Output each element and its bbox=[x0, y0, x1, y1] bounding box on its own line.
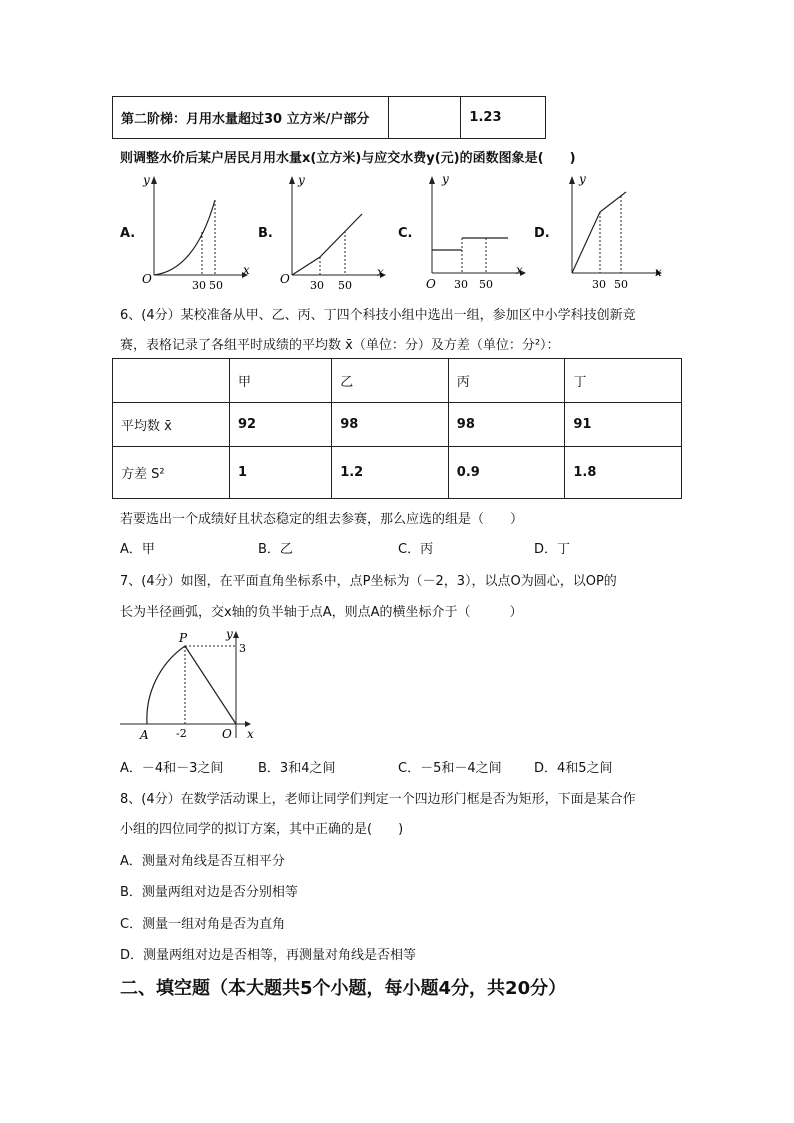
var-yi: 1.2 bbox=[332, 447, 449, 499]
y-label: y bbox=[579, 172, 586, 186]
origin-label: O bbox=[426, 277, 436, 290]
q8-stem-line2: 小组的四位同学的拟订方案，其中正确的是( ) bbox=[120, 822, 404, 837]
q5-graph-b bbox=[278, 170, 388, 290]
arc bbox=[147, 646, 185, 724]
x-label: x bbox=[516, 263, 523, 277]
q7-stem-line1: 7、(4分）如图，在平面直角坐标系中，点P坐标为（－2，3），以点O为圆心，以OP的 bbox=[120, 574, 617, 589]
q8-stem-line1: 8、(4分）在数学活动课上，老师让同学们判定一个四边形门框是否为矩形，下面是某合作 bbox=[120, 792, 636, 807]
q7-option-d[interactable]: D．4和5之间 bbox=[534, 761, 613, 776]
label-3: 3 bbox=[239, 642, 246, 655]
q6-option-b[interactable]: B．乙 bbox=[258, 542, 293, 557]
q5-stem: 则调整水价后某户居民月用水量x(立方米)与应交水费y(元)的函数图象是( ) bbox=[120, 151, 576, 166]
tick-50: 50 bbox=[614, 278, 628, 290]
mean-jia: 92 bbox=[230, 403, 332, 447]
q6-option-a[interactable]: A．甲 bbox=[120, 542, 155, 557]
x-label: x bbox=[655, 265, 662, 279]
q8-option-d[interactable]: D．测量两组对边是否相等，再测量对角线是否相等 bbox=[120, 948, 417, 963]
tier2-label: 第二阶梯：月用水量超过30 立方米/户部分 bbox=[113, 97, 389, 139]
var-ding: 1.8 bbox=[565, 447, 682, 499]
tick-50: 50 bbox=[479, 278, 493, 290]
y-arrow bbox=[429, 176, 435, 184]
label-o: O bbox=[222, 727, 232, 741]
q6-stem-line2: 赛，表格记录了各组平时成绩的平均数 x̄（单位：分）及方差（单位：分²）： bbox=[120, 338, 560, 353]
header-jia: 甲 bbox=[230, 359, 332, 403]
y-arrow bbox=[569, 176, 575, 184]
y-arrow bbox=[289, 176, 295, 184]
q7-stem-line2: 长为半径画弧，交x轴的负半轴于点A，则点A的横坐标介于（ ） bbox=[120, 605, 523, 620]
q6-stem-line1: 6、(4分）某校准备从甲、乙、丙、丁四个科技小组中选出一组，参加区中小学科技创新竞 bbox=[120, 308, 636, 323]
mean-yi: 98 bbox=[332, 403, 449, 447]
q5-graph-c bbox=[418, 170, 528, 290]
y-arrow bbox=[233, 631, 239, 638]
mean-label: 平均数 x̄ bbox=[113, 403, 230, 447]
x-label: x bbox=[377, 265, 384, 279]
q8-option-b[interactable]: B．测量两组对边是否分别相等 bbox=[120, 885, 298, 900]
water-price-table bbox=[112, 96, 546, 139]
label-p: P bbox=[179, 631, 188, 645]
origin-label: O bbox=[142, 272, 152, 286]
x-label: x bbox=[243, 263, 250, 277]
tier2-price: 1.23 bbox=[461, 97, 546, 139]
header-ding: 丁 bbox=[565, 359, 682, 403]
q5-option-c-label[interactable]: C. bbox=[398, 226, 413, 241]
q5-graph-a bbox=[140, 170, 250, 290]
tick-30: 30 bbox=[192, 279, 206, 290]
q5-graph-d bbox=[558, 170, 668, 290]
tick-50: 50 bbox=[209, 279, 223, 290]
label-neg2: -2 bbox=[176, 727, 187, 740]
y-label: y bbox=[442, 172, 449, 186]
q8-option-c[interactable]: C．测量一组对角是否为直角 bbox=[120, 917, 286, 932]
curve bbox=[154, 200, 215, 275]
var-label: 方差 S² bbox=[113, 447, 230, 499]
mean-bing: 98 bbox=[448, 403, 565, 447]
segment-op bbox=[185, 646, 236, 724]
tick-30: 30 bbox=[592, 278, 606, 290]
label-x: x bbox=[247, 727, 254, 741]
tick-30: 30 bbox=[454, 278, 468, 290]
q8-option-a[interactable]: A．测量对角线是否互相平分 bbox=[120, 854, 285, 869]
y-label: y bbox=[298, 173, 305, 187]
header-empty bbox=[113, 359, 230, 403]
q7-option-b[interactable]: B．3和4之间 bbox=[258, 761, 336, 776]
q7-option-a[interactable]: A．－4和－3之间 bbox=[120, 761, 224, 776]
header-bing: 丙 bbox=[448, 359, 565, 403]
q5-option-a-label[interactable]: A. bbox=[120, 226, 136, 241]
tier2-middle bbox=[389, 97, 461, 139]
q6-question: 若要选出一个成绩好且状态稳定的组去参赛，那么应选的组是（ ） bbox=[120, 512, 524, 527]
q6-option-c[interactable]: C．丙 bbox=[398, 542, 434, 557]
q6-option-d[interactable]: D．丁 bbox=[534, 542, 571, 557]
q5-option-d-label[interactable]: D. bbox=[534, 226, 550, 241]
q7-option-c[interactable]: C．－5和－4之间 bbox=[398, 761, 502, 776]
broken-line bbox=[292, 214, 362, 275]
q5-option-b-label[interactable]: B. bbox=[258, 226, 273, 241]
label-y: y bbox=[226, 627, 233, 641]
y-arrow bbox=[151, 176, 157, 184]
y-label: y bbox=[143, 173, 150, 187]
tick-30: 30 bbox=[310, 279, 324, 290]
broken-line bbox=[572, 192, 626, 273]
q6-score-table bbox=[112, 358, 682, 499]
section-title-fill-in: 二、填空题（本大题共5个小题，每小题4分，共20分） bbox=[120, 978, 567, 999]
label-a: A bbox=[140, 728, 149, 742]
var-jia: 1 bbox=[230, 447, 332, 499]
var-bing: 0.9 bbox=[448, 447, 565, 499]
origin-label: O bbox=[280, 272, 290, 286]
tick-50: 50 bbox=[338, 279, 352, 290]
header-yi: 乙 bbox=[332, 359, 449, 403]
mean-ding: 91 bbox=[565, 403, 682, 447]
q7-figure bbox=[118, 626, 268, 746]
